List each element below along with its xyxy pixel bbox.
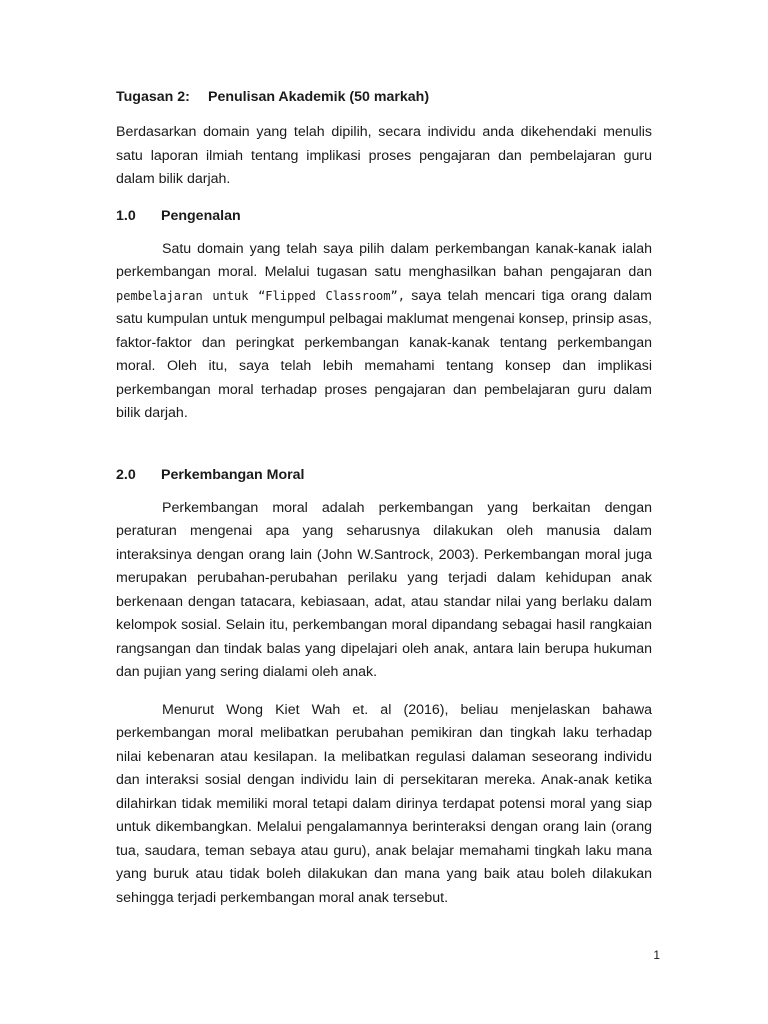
section-1-heading (116, 206, 652, 226)
section-1-text-b: saya telah mencari tiga orang dalam satu kumpulan untuk mengumpul pelbagai maklumat mengenai konsep, prinsip asas, faktor-faktor dan peringkat perkembangan kanak-kanak tentang perkembangan moral. Oleh itu, saya telah lebih memahami tentang konsep dan implikasi perkembangan moral terhadap proses pengajaran dan pembelajaran guru dalam bilik darjah. (116, 287, 652, 421)
task-label: Tugasan 2: (116, 89, 190, 105)
section-2-heading (116, 465, 652, 485)
document-body (116, 87, 652, 910)
section-2-title: Perkembangan Moral (161, 466, 305, 483)
section-2-number: 2.0 (116, 466, 136, 483)
task-title: Penulisan Akademik (50 markah) (208, 89, 430, 105)
section-2-paragraph-2: Menurut Wong Kiet Wah et. al (2016), beliau menjelaskan bahawa perkembangan moral melibatkan perubahan pemikiran dan tingkah laku terhadap nilai kebenaran atau kesilapan. Ia melibatkan regulasi dalaman seseorang individu dan interaksi sosial dengan individu lain di persekitaran mereka. Anak-anak ketika dilahirkan tidak memiliki moral tetapi dalam dirinya terdapat potensi moral yang siap untuk dikembangkan. Melalui pengalamannya berinteraksi dengan orang lain (orang tua, saudara, teman sebaya atau guru), anak belajar memahami tingkah laku mana yang buruk atau tidak boleh dilakukan dan mana yang baik atau boleh dilakukan sehingga terjadi perkembangan moral anak tersebut. (116, 701, 652, 906)
page-number: 1 (653, 948, 660, 962)
section-1-text-mono: pembelajaran untuk “Flipped Classroom”, (116, 288, 405, 303)
task-heading (116, 87, 652, 107)
section-2-paragraph-1: Perkembangan moral adalah perkembangan yang berkaitan dengan peraturan mengenai apa yang seharusnya dilakukan oleh manusia dalam interaksinya dengan orang lain (John W.Santrock, 2003). Perkembangan moral juga merupakan perubahan-perubahan perilaku yang terjadi dalam kehidupan anak berkenaan dengan tatacara, kebiasaan, adat, atau standar nilai yang berlaku dalam kelompok sosial. Selain itu, perkembangan moral dipandang sebagai hasil rangkaian rangsangan dan tindak balas yang dipelajari oleh anak, antara lain berupa hukuman dan pujian yang sering dialami oleh anak. (116, 499, 652, 680)
intro-paragraph: Berdasarkan domain yang telah dipilih, secara individu anda dikehendaki menulis satu laporan ilmiah tentang implikasi proses pengajaran dan pembelajaran guru dalam bilik darjah. (116, 124, 652, 187)
section-1-paragraph (116, 238, 652, 426)
section-1-text-a: Satu domain yang telah saya pilih dalam perkembangan kanak-kanak ialah perkembangan moral. Melalui tugasan satu menghasilkan bahan pengajaran dan (116, 240, 652, 280)
section-1-title: Pengenalan (161, 207, 241, 224)
section-1-number: 1.0 (116, 207, 136, 224)
